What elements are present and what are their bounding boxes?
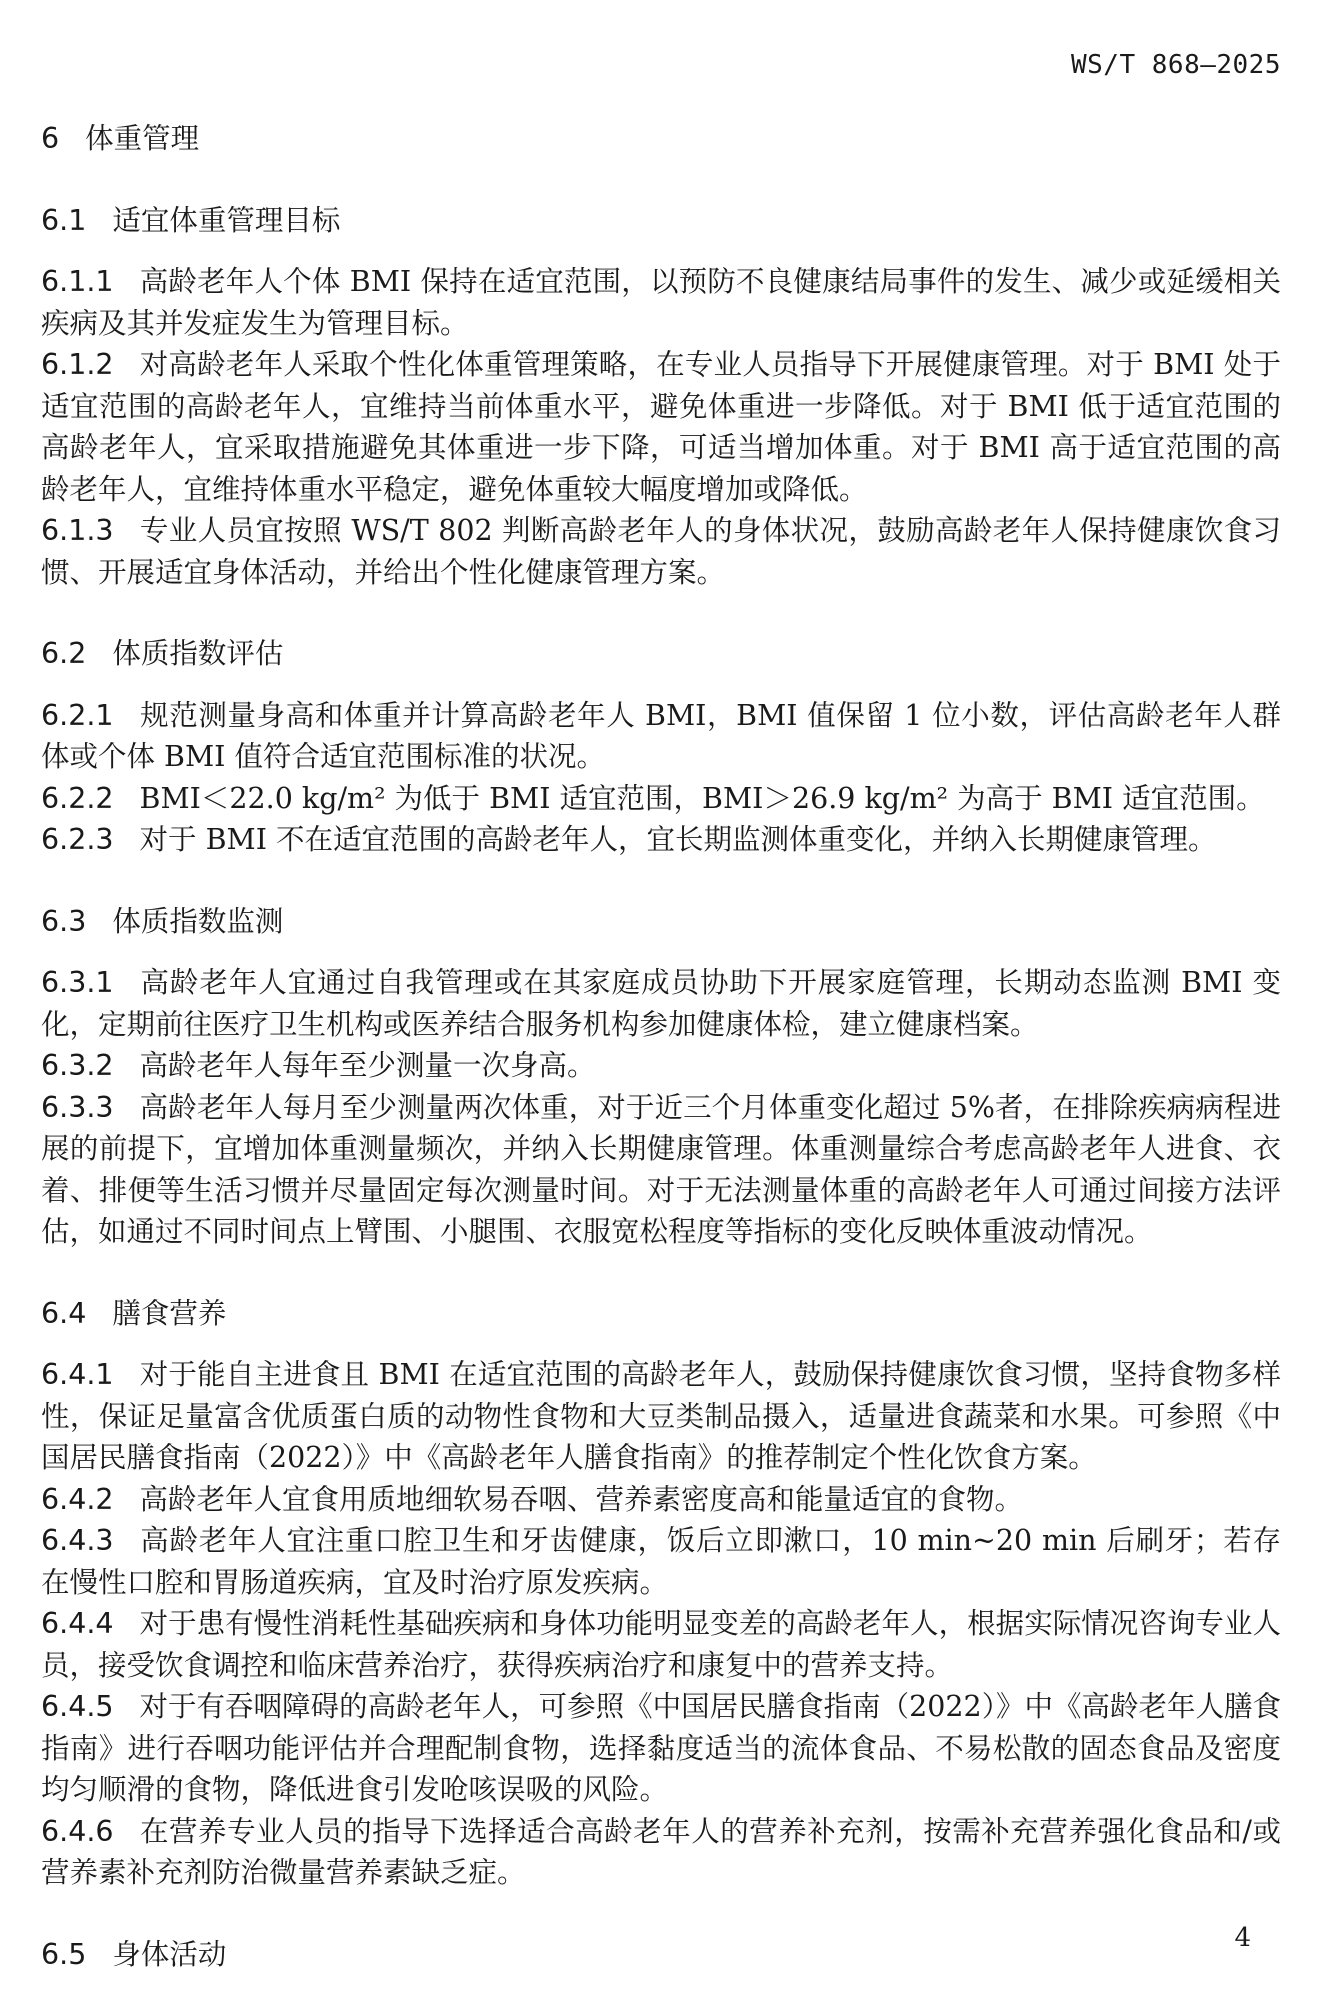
clause-6-4-5 [41,1686,1281,1811]
clause-text: 对于 BMI 不在适宜范围的高龄老年人，宜长期监测体重变化，并纳入长期健康管理。 [139,823,1217,856]
clause-text: 在营养专业人员的指导下选择适合高龄老年人的营养补充剂，按需补充营养强化食品和/或营养素补充剂防治微量营养素缺乏症。 [41,1814,1281,1889]
clause-6-4-4 [41,1603,1281,1686]
standard-number: WS/T 868—2025 [1071,50,1281,80]
clause-6-4-6 [41,1811,1281,1894]
clause-number: 6.2.2 [41,781,114,815]
clause-text: 高龄老年人宜注重口腔卫生和牙齿健康，饭后立即漱口，10 min~20 min 后刷牙；若存在慢性口腔和胃肠道疾病，宜及时治疗原发疾病。 [41,1524,1281,1599]
section-number: 6 [41,122,60,155]
subsection-heading-6-3 [41,901,1281,943]
clause-number: 6.4.5 [41,1690,114,1723]
subsection-title: 适宜体重管理目标 [112,203,341,237]
clause-number: 6.1.2 [41,348,114,381]
clause-text: 专业人员宜按照 WS/T 802 判断高龄老年人的身体状况，鼓励高龄老年人保持健康饮食习惯、开展适宜身体活动，并给出个性化健康管理方案。 [41,514,1281,589]
subsection-title: 体质指数评估 [112,637,284,670]
page-number: 4 [1234,1923,1251,1953]
clause-text: 对高龄老年人采取个性化体重管理策略，在专业人员指导下开展健康管理。对于 BMI 处于适宜范围的高龄老年人，宜维持当前体重水平，避免体重进一步降低。对于 BMI 低于适宜范围的高龄老年人，宜采取措施避免其体重进一步下降，可适当增加体重。对于 BMI 高于适宜范围的高龄老年人，宜维持体重水平稳定，避免体重较大幅度增加或降低。 [41,348,1281,506]
document-body [41,118,1281,1995]
subsection-title: 身体活动 [112,1937,227,1971]
clause-6-3-1 [41,962,1281,1045]
subsection-heading-6-1 [41,200,1281,242]
subsection-number: 6.3 [41,904,87,938]
clause-number: 6.3.1 [41,966,114,999]
section-heading [41,118,1281,160]
subsection-number: 6.1 [41,203,87,237]
clause-text: 对于患有慢性消耗性基础疾病和身体功能明显变差的高龄老年人，根据实际情况咨询专业人员，接受饮食调控和临床营养治疗，获得疾病治疗和康复中的营养支持。 [41,1607,1281,1682]
subsection-number: 6.5 [41,1937,87,1971]
clause-number: 6.1.3 [41,514,114,547]
clause-text: 对于有吞咽障碍的高龄老年人，可参照《中国居民膳食指南（2022）》中《高龄老年人膳食指南》进行吞咽功能评估并合理配制食物，选择黏度适当的流体食品、不易松散的固态食品及密度均匀顺滑的食物，降低进食引发呛咳误吸的风险。 [41,1690,1281,1806]
clause-number: 6.2.1 [41,698,114,732]
subsection-number: 6.4 [41,1296,87,1330]
clause-6-3-2 [41,1045,1281,1087]
subsection-heading-6-5 [41,1934,1281,1976]
clause-text: 高龄老年人每月至少测量两次体重，对于近三个月体重变化超过 5%者，在排除疾病病程进展的前提下，宜增加体重测量频次，并纳入长期健康管理。体重测量综合考虑高龄老年人进食、衣着、排便等生活习惯并尽量固定每次测量时间。对于无法测量体重的高龄老年人可通过间接方法评估，如通过不同时间点上臂围、小腿围、衣服宽松程度等指标的变化反映体重波动情况。 [41,1090,1281,1248]
clause-number: 6.4.6 [41,1814,114,1848]
clause-6-1-3 [41,510,1281,593]
clause-number: 6.4.2 [41,1482,114,1516]
clause-6-4-2 [41,1479,1281,1521]
clause-6-2-1 [41,695,1281,778]
clause-text: 高龄老年人个体 BMI 保持在适宜范围，以预防不良健康结局事件的发生、减少或延缓相关疾病及其并发症发生为管理目标。 [41,265,1281,340]
subsection-heading-6-2 [41,633,1281,675]
clause-text: 高龄老年人每年至少测量一次身高。 [139,1049,596,1082]
clause-number: 6.4.4 [41,1607,114,1640]
clause-number: 6.3.3 [41,1090,114,1124]
subsection-title: 膳食营养 [112,1296,227,1330]
clause-6-4-3 [41,1520,1281,1603]
clause-text: 对于能自主进食且 BMI 在适宜范围的高龄老年人，鼓励保持健康饮食习惯，坚持食物多样性，保证足量富含优质蛋白质的动物性食物和大豆类制品摄入，适量进食蔬菜和水果。可参照《中国居民膳食指南（2022）》中《高龄老年人膳食指南》的推荐制定个性化饮食方案。 [41,1358,1281,1474]
clause-6-2-3 [41,819,1281,861]
clause-text: BMI＜22.0 kg/m² 为低于 BMI 适宜范围，BMI＞26.9 kg/m² 为高于 BMI 适宜范围。 [139,781,1265,815]
clause-number: 6.4.3 [41,1524,114,1557]
clause-text: 高龄老年人宜通过自我管理或在其家庭成员协助下开展家庭管理，长期动态监测 BMI 变化，定期前往医疗卫生机构或医养结合服务机构参加健康体检，建立健康档案。 [41,966,1281,1041]
clause-number: 6.2.3 [41,823,114,856]
subsection-title: 体质指数监测 [112,904,284,938]
clause-number: 6.4.1 [41,1358,114,1391]
clause-number: 6.1.1 [41,265,114,298]
clause-text: 高龄老年人宜食用质地细软易吞咽、营养素密度高和能量适宜的食物。 [139,1482,1024,1516]
subsection-number: 6.2 [41,637,87,670]
clause-6-1-1 [41,261,1281,344]
clause-number: 6.3.2 [41,1049,114,1082]
clause-6-1-2 [41,344,1281,510]
clause-6-3-3 [41,1087,1281,1253]
section-title: 体重管理 [85,122,200,155]
clause-6-4-1 [41,1354,1281,1479]
subsection-heading-6-4 [41,1293,1281,1335]
clause-6-2-2 [41,778,1281,820]
clause-text: 规范测量身高和体重并计算高龄老年人 BMI，BMI 值保留 1 位小数，评估高龄老年人群体或个体 BMI 值符合适宜范围标准的状况。 [41,698,1281,773]
